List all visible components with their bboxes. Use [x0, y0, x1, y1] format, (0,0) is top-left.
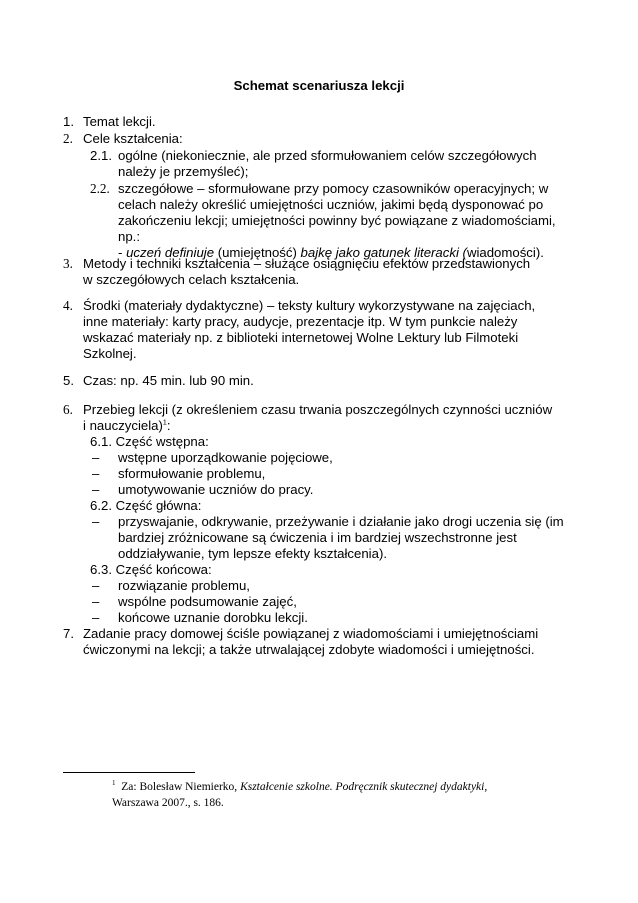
item-4-line-3: wskazać materiały np. z biblioteki internetowej Wolne Lektury lub Filmoteki — [83, 330, 519, 345]
example-knowledge-object: bajkę jako gatunek literacki ( — [300, 245, 467, 260]
example-knowledge-label: wiadomości). — [466, 245, 544, 260]
footnote-separator — [63, 772, 195, 773]
item-4-line-2: inne materiały: karty pracy, audycje, prezentacje itp. W tym punkcie należy — [83, 314, 518, 329]
item-6-number: 6. — [63, 402, 73, 417]
item-1-number: 1. — [63, 114, 74, 129]
item-2-number: 2. — [63, 131, 73, 146]
footnote-citation-author: Za: Bolesław Niemierko, — [115, 781, 241, 793]
section-6-1-bullet-2: sformułowanie problemu, — [118, 466, 266, 481]
section-6-3-bullet-1: rozwiązanie problemu, — [118, 578, 250, 593]
item-2-text: Cele kształcenia: — [83, 131, 183, 146]
item-2-1-line-1: ogólne (niekoniecznie, ale przed sformułowaniem celów szczegółowych — [118, 148, 537, 163]
item-4-line-4: Szkolnej. — [83, 346, 137, 361]
bullet-dash: – — [92, 594, 100, 609]
section-6-3-heading: 6.3. Część końcowa: — [90, 562, 212, 577]
item-2-2-line-4: np.: — [118, 229, 140, 244]
item-4-number: 4. — [63, 298, 73, 313]
section-6-1-heading: 6.1. Część wstępna: — [90, 434, 209, 449]
item-6-line-2 — [83, 418, 170, 434]
item-2-2-line-2: celach należy określić umiejętności uczniów, jakimi będą dysponować po — [118, 197, 544, 212]
example-skill-label: (umiejętność) — [214, 245, 301, 260]
section-6-2-heading: 6.2. Część główna: — [90, 498, 202, 513]
item-7-line-1: Zadanie pracy domowej ściśle powiązanej z wiadomościami i umiejętnościami — [83, 626, 539, 641]
bullet-dash: – — [92, 578, 100, 593]
section-6-2-bullet-1-line-3: oddziaływanie, tym lepsze efekty kształcenia). — [118, 546, 387, 561]
item-2-2-line-1: szczegółowe – sformułowane przy pomocy czasowników operacyjnych; w — [118, 181, 549, 196]
section-6-3-bullet-2: wspólne podsumowanie zajęć, — [118, 594, 297, 609]
item-5-text: Czas: np. 45 min. lub 90 min. — [83, 373, 254, 388]
item-4-line-1: Środki (materiały dydaktyczne) – teksty kultury wykorzystywane na zajęciach, — [83, 298, 536, 313]
item-3-line-2: w szczegółowych celach kształcenia. — [83, 272, 300, 287]
item-2-2-line-3: zakończeniu lekcji; umiejętności powinny być powiązane z wiadomościami, — [118, 213, 556, 228]
footnote-line-2: Warszawa 2007., s. 186. — [112, 797, 224, 809]
item-2-1-number: 2.1. — [90, 148, 112, 163]
section-6-3-bullet-3: końcowe uznanie dorobku lekcji. — [118, 610, 308, 625]
item-2-1-line-2: należy je przemyśleć); — [118, 164, 249, 179]
item-6-line-2-colon: : — [166, 418, 171, 433]
item-6-line-2-text: i nauczyciela) — [83, 418, 163, 433]
bullet-dash: – — [92, 450, 100, 465]
item-3-line-1: Metody i techniki kształcenia – służące osiągnięciu efektów przedstawionych — [83, 256, 531, 271]
section-6-2-bullet-1-line-2: bardziej zróżnicowane są ćwiczenia i im bardziej wszechstronne jest — [118, 530, 517, 545]
footnote-line-1 — [112, 780, 487, 795]
bullet-dash: – — [92, 466, 100, 481]
item-5-number: 5. — [63, 373, 74, 388]
footnote-mark: 1 — [112, 779, 116, 788]
item-6-line-1: Przebieg lekcji (z określeniem czasu trwania poszczególnych czynności uczniów — [83, 402, 553, 417]
example-dash: - — [118, 245, 127, 260]
item-1-text: Temat lekcji. — [83, 114, 156, 129]
document-title: Schemat scenariusza lekcji — [233, 78, 405, 93]
footnote-book-title: Kształcenie szkolne. Podręcznik skutecznej dydaktyki — [240, 781, 485, 793]
bullet-dash: – — [92, 610, 100, 625]
item-7-number: 7. — [63, 626, 74, 641]
bullet-dash: – — [92, 482, 100, 497]
item-3-number: 3. — [63, 256, 73, 271]
item-2-2-number: 2.2. — [90, 181, 110, 196]
bullet-dash: – — [92, 514, 100, 529]
item-7-line-2: ćwiczonymi na lekcji; a także utrwalającej zdobyte wiadomości i umiejętności. — [83, 642, 535, 657]
section-6-1-bullet-1: wstępne uporządkowanie pojęciowe, — [118, 450, 333, 465]
section-6-2-bullet-1-line-1: przyswajanie, odkrywanie, przeżywanie i działanie jako drogi uczenia się (im — [118, 514, 564, 529]
section-6-1-bullet-3: umotywowanie uczniów do pracy. — [118, 482, 314, 497]
footnote-comma: , — [484, 781, 488, 793]
footnote-reference[interactable]: 1 — [162, 419, 167, 427]
example-skill-verb: uczeń definiuje — [126, 245, 215, 260]
